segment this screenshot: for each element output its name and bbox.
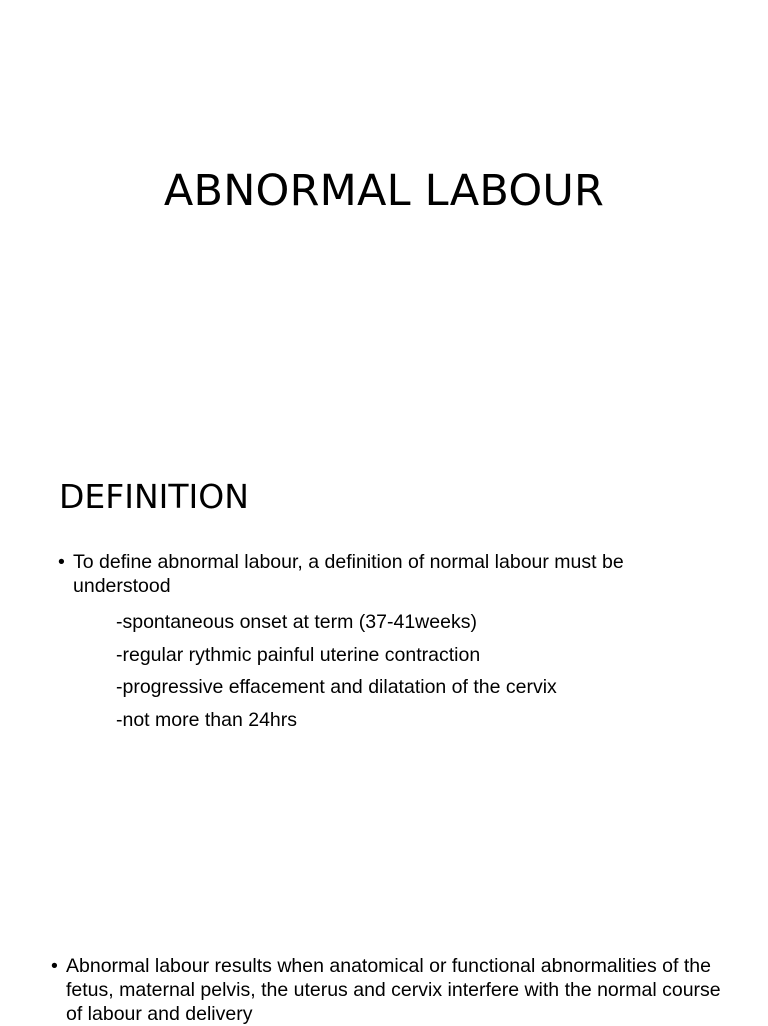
slide-heading: DEFINITION: [59, 477, 249, 516]
criteria-item: -not more than 24hrs: [116, 708, 298, 731]
bullet-item: [51, 954, 726, 1026]
bullet-text: To define abnormal labour, a definition of normal labour must be understood: [73, 551, 624, 597]
criteria-item: -progressive effacement and dilatation of the cervix: [116, 676, 557, 698]
title-slide: [0, 0, 768, 430]
bullet-text: Abnormal labour results when anatomical or functional abnormalities of the fetus, maternal pelvis, the uterus and cervix interfere with the normal course of labour and delivery: [66, 955, 721, 1025]
criteria-list: [116, 606, 557, 736]
abnormal-labour-slide: [0, 940, 768, 1024]
bullet-dot-icon: •: [58, 551, 65, 573]
bullet-item: [58, 550, 713, 598]
criteria-item: -regular rythmic painful uterine contraction: [116, 643, 481, 666]
slide-title: ABNORMAL LABOUR: [163, 166, 605, 216]
criteria-item: -spontaneous onset at term (37-41weeks): [116, 611, 477, 633]
definition-slide: [0, 430, 768, 940]
bullet-dot-icon: •: [51, 955, 58, 977]
